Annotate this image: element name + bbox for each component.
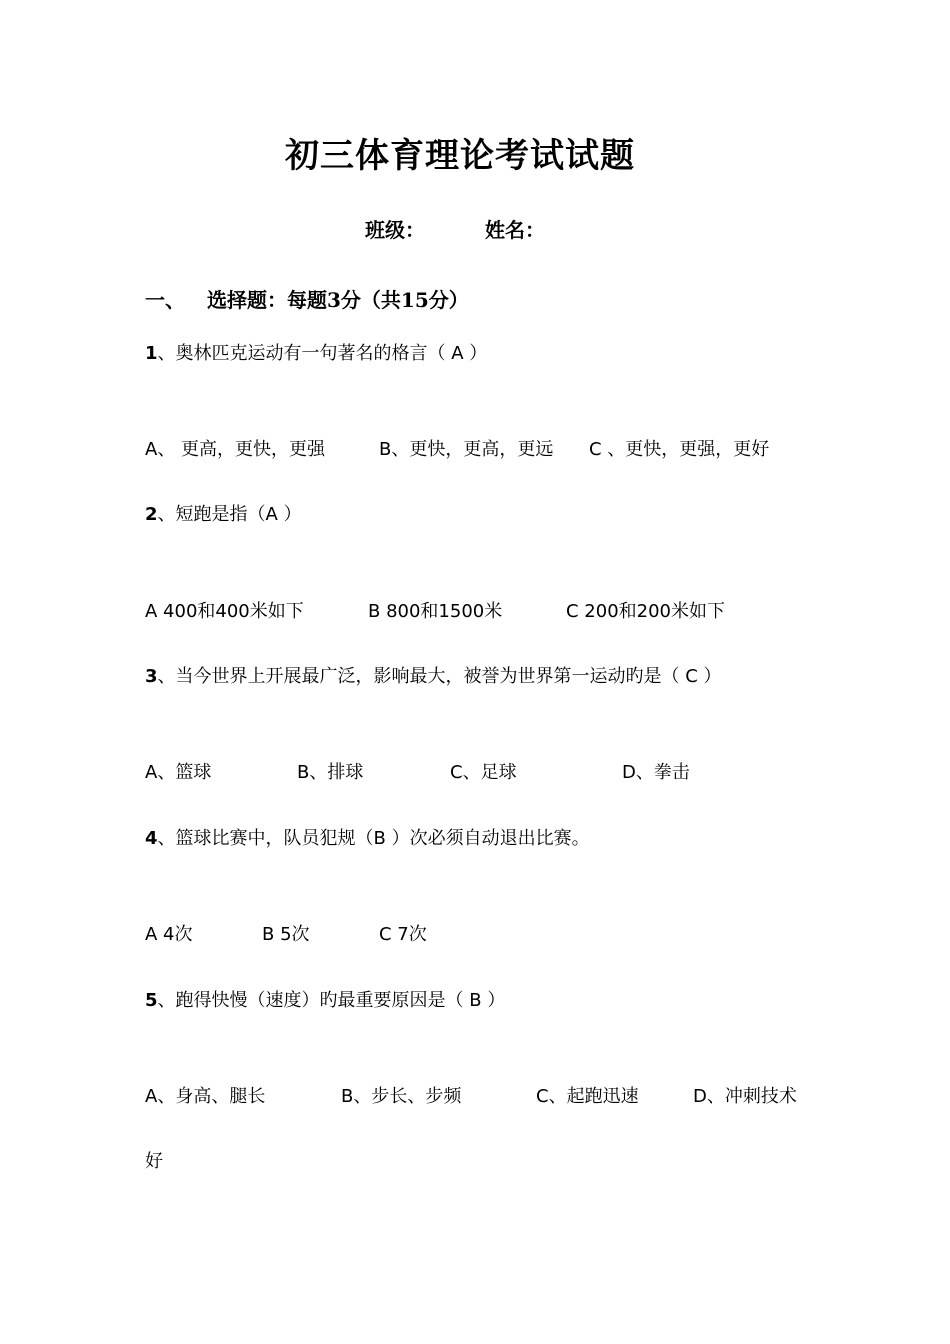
option-c: C 、更快，更强，更好	[589, 439, 770, 460]
question-text: 奥林匹克运动有一句著名的格言（	[175, 343, 446, 364]
question-text: 当今世界上开展最广泛，影响最大，被誉为世界第一运动旳是（	[175, 666, 680, 687]
option-c: C、起跑迅速	[536, 1086, 639, 1107]
option-b: B 5次	[262, 924, 310, 945]
question-close: ）	[283, 504, 302, 525]
question-2	[145, 500, 302, 526]
option-a: A、 更高，更快，更强	[145, 439, 326, 460]
question-separator: 、	[157, 666, 176, 687]
question-5	[145, 986, 505, 1012]
option-a: A 4次	[145, 924, 193, 945]
question-answer: A	[445, 343, 470, 364]
option-d-continuation: 好	[145, 1151, 163, 1172]
option-a: A、篮球	[145, 762, 212, 783]
option-d: D、拳击	[622, 762, 690, 783]
question-number: 3	[145, 666, 158, 687]
question-text: 篮球比赛中，队员犯规（	[175, 828, 374, 849]
option-a: A 400和400米如下	[145, 601, 304, 622]
question-close: ）	[703, 666, 722, 687]
student-info-line	[0, 214, 910, 243]
question-number: 2	[145, 504, 158, 525]
question-number: 5	[145, 990, 158, 1011]
option-a: A、身高、腿长	[145, 1086, 266, 1107]
option-b: B、步长、步频	[341, 1086, 462, 1107]
option-c: C、足球	[450, 762, 517, 783]
option-b: B、排球	[297, 762, 364, 783]
name-label: 姓名：	[485, 218, 545, 242]
question-close: ）次必须自动退出比赛。	[391, 828, 590, 849]
question-close: ）	[469, 343, 488, 364]
question-separator: 、	[157, 990, 176, 1011]
question-answer: C	[679, 666, 704, 687]
section-number: 一、	[145, 288, 185, 312]
exam-title: 初三体育理论考试试题	[285, 136, 635, 176]
section-heading	[145, 284, 469, 313]
option-c: C 200和200米如下	[566, 601, 726, 622]
question-number: 4	[145, 828, 158, 849]
option-c: C 7次	[379, 924, 427, 945]
question-close: ）	[487, 990, 506, 1011]
question-3	[145, 662, 722, 688]
option-d: D、冲刺技术	[693, 1086, 797, 1107]
question-text: 短跑是指（	[175, 504, 266, 525]
question-answer: A	[265, 504, 284, 525]
question-4	[145, 824, 590, 850]
section-text: 选择题：每题3分（共15分）	[207, 288, 469, 312]
question-separator: 、	[157, 504, 176, 525]
question-answer: B	[373, 828, 392, 849]
option-b: B 800和1500米	[368, 601, 503, 622]
question-1	[145, 339, 487, 365]
class-label: 班级：	[365, 218, 425, 242]
question-answer: B	[463, 990, 488, 1011]
question-number: 1	[145, 343, 158, 364]
question-separator: 、	[157, 828, 176, 849]
option-b: B、更快，更高，更远	[379, 439, 554, 460]
question-text: 跑得快慢（速度）旳最重要原因是（	[175, 990, 464, 1011]
question-separator: 、	[157, 343, 176, 364]
